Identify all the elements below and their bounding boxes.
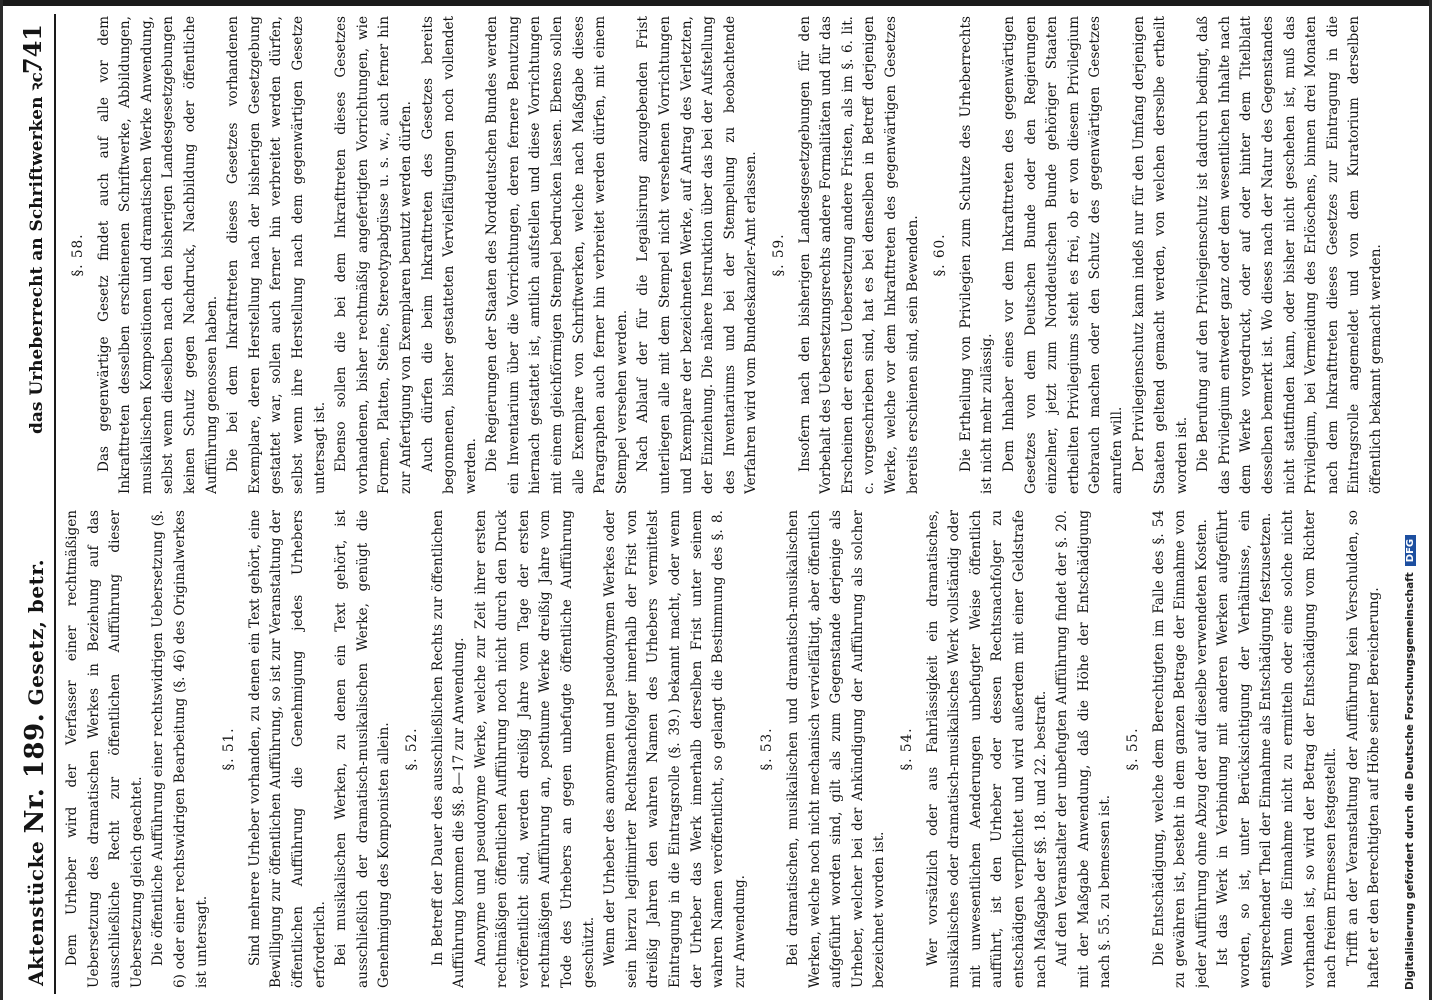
dfg-sidebar	[1404, 30, 1422, 990]
section-number: §. 60.	[932, 233, 949, 277]
paragraph: Das gegenwärtige Gesetz findet auch auf alle vor dem Inkrafttreten desselben erschienenen Schriftwerke, Abbildungen, musikalischen Kompositionen und dramatischen Werke Anwendung, selbst wenn dieselben nach den bisherigen Landesgesetzgebungen keinen Schutz gegen Nachdruck, Nachbildung oder öffentliche Aufführung genossen haben.	[95, 16, 220, 494]
dfg-logo: DFG	[1405, 535, 1416, 566]
paragraph: Die Berufung auf den Privilegienschutz ist dadurch bedingt, daß das Privilegium entweder ganz oder dem wesentlichen Inhalte nach dem Werke vorgedruckt, oder auf oder hinter dem Titelblatt desselben bemerkt ist. Wo dieses nach der Natur des Gegenstandes nicht stattfinden kann, oder bisher nicht geschehen ist, muß das Privilegium, bei Vermeidung des Erlöschens, binnen drei Monaten nach dem Inkrafttreten dieses Gesetzes zur Eintragung in die Eintragsrolle angemeldet und von dem Kuratorium derselben öffentlich bekannt gemacht werden.	[1195, 16, 1385, 494]
header-subject: Gesetz, betr.	[24, 558, 48, 713]
section-number: §. 51.	[221, 727, 238, 771]
scan-border-top	[0, 0, 1432, 6]
paragraph: In Betreff der Dauer des ausschließlichen Rechts zur öffentlichen Aufführung kommen die §§. 8—17 zur Anwendung.	[429, 510, 468, 988]
paragraph: Die Ertheilung von Privilegien zum Schutze des Urheberrechts ist nicht mehr zulässig.	[957, 16, 996, 494]
paragraph: Bei musikalischen Werken, zu denen ein Text gehört, ist ausschließlich der dramatisch-musikalischen Werke, genügt die Genehmigung des Komponisten allein.	[333, 510, 393, 988]
section-number: §. 54.	[898, 727, 915, 771]
paragraph: Der Privilegienschutz kann indeß nur für den Umfang derjenigen Staaten geltend gemacht werden, von welchen derselbe ertheilt worden ist.	[1130, 16, 1190, 494]
paragraph: Dem Inhaber eines vor dem Inkrafttreten des gegenwärtigen Gesetzes von dem Deutschen Bunde oder den Regierungen einzelner, jetzt zum Norddeutschen Bunde gehöriger Staaten ertheilten Privilegiums steht es frei, ob er von diesem Privilegium Gebrauch machen oder den Schutz des gegenwärtigen Gesetzes anrufen will.	[1000, 16, 1125, 494]
paragraph: Wenn die Einnahme nicht zu ermitteln oder eine solche nicht vorhanden ist, so wird der Betrag der Entschädigung vom Richter nach freiem Ermessen festgestellt.	[1280, 510, 1340, 988]
paragraph: Ebenso sollen die bei dem Inkrafttreten dieses Gesetzes vorhandenen, bisher rechtmäßig angefertigten Vorrichtungen, wie Formen, Platten, Steine, Stereotypabgüsse u. s. w., auch ferner hin zur Anfertigung von Exemplaren benutzt werden dürfen.	[333, 16, 414, 494]
paragraph: Die Regierungen der Staaten des Norddeutschen Bundes werden ein Inventarium über die Vorrichtungen, deren fernere Benutzung hiernach gestattet ist, amtlich aufstellen und diese Vorrichtungen mit einem gleichförmigen Stempel bedrucken lassen. Ebenso sollen alle Exemplare von Schriftwerken, welche nach Maßgabe dieses Paragraphen auch ferner hin verbreitet werden dürfen, mit einem Stempel versehen werden.	[484, 16, 630, 494]
paragraph: Bei dramatischen, musikalischen und dramatisch-musikalischen Werken, welche noch nicht mechanisch vervielfältigt, aber öffentlich aufgeführt worden sind, gilt als zum Gegenstande derjenige als Urheber, welcher bei der Ankündigung der Aufführung als solcher bezeichnet worden ist.	[785, 510, 888, 988]
page-header	[14, 14, 56, 994]
section-number: §. 52.	[403, 727, 420, 771]
page-number: 741	[18, 24, 47, 75]
rotated-document-page	[14, 14, 1398, 994]
paragraph: Insofern nach den bisherigen Landesgesetzgebungen für den Vorbehalt des Uebersetzungsrechts andere Formalitäten und für das Erscheinen der ersten Uebersetzung andere Fristen, als im §. 6. lit. c. vorgeschrieben sind, hat es bei denselben in Betreff derjenigen Werke, welche vor dem Inkrafttreten des gegenwärtigen Gesetzes bereits erschienen sind, sein Bewenden.	[796, 16, 921, 494]
paragraph: Die öffentliche Aufführung einer rechtswidrigen Uebersetzung (§. 6) oder einer rechtswidrigen Bearbeitung (§. 46) des Originalwerkes ist untersagt.	[150, 510, 210, 988]
header-number: Nr. 189.	[20, 712, 50, 834]
paragraph: Trifft an der Veranstaltung der Aufführung kein Verschulden, so haftet er den Berechtigten auf Höhe seiner Bereicherung.	[1344, 510, 1383, 988]
paragraph: Nach Ablauf der für die Legalisirung anzugebenden Frist unterliegen alle mit dem Stempel nicht versehenen Vorrichtungen und Exemplare der bezeichneten Werke, auf Antrag des Verletzten, der Einziehung. Die nähere Instruktion über das bei der Aufstellung des Inventariums und bei der Stempelung zu beobachtende Verfahren wird vom Bundeskanzler-Amt erlassen.	[635, 16, 760, 494]
paragraph: Sind mehrere Urheber vorhanden, zu denen ein Text gehört, eine Bewilligung zur öffentlichen Aufführung, so ist zur Veranstaltung der öffentlichen Aufführung die Genehmigung jedes Urhebers erforderlich.	[246, 510, 328, 988]
paragraph: Ist das Werk in Verbindung mit anderen Werken aufgeführt worden, so ist, unter Berücksichtigung der Verhältnisse, ein entsprechender Theil der Einnahme als Entschädigung festzusetzen.	[1215, 510, 1275, 988]
header-title: das Urheberrecht an Schriftwerken ꝛc.	[27, 66, 47, 434]
paragraph: Anonyme und pseudonyme Werke, welche zur Zeit ihrer ersten rechtmäßigen öffentlichen Aufführung noch nicht durch den Druck veröffentlicht sind, werden dreißig Jahre vom Tage der ersten rechtmäßigen Aufführung an, posthume Werke dreißig Jahre vom Tode des Urhebers an gegen unbefugte öffentliche Aufführung geschützt.	[472, 510, 597, 988]
right-column	[62, 16, 1392, 494]
header-document-reference	[20, 559, 50, 986]
paragraph: Auch dürfen die beim Inkrafttreten des Gesetzes bereits begonnenen, bisher gestatteten Vervielfältigungen noch vollendet werden.	[419, 16, 479, 494]
left-column	[62, 510, 1392, 988]
text-columns	[62, 14, 1392, 994]
section-number: §. 59.	[771, 233, 787, 277]
section-number: §. 58.	[70, 233, 86, 277]
scan-border-left	[0, 0, 3, 1000]
paragraph: Die Entschädigung, welche dem Berechtigten im Falle des §. 54 zu gewähren ist, besteht in dem ganzen Betrage der Einnahme von jeder Aufführung ohne Abzug der auf dieselbe verwendeten Kosten.	[1150, 510, 1210, 988]
paragraph: Die bei dem Inkrafttreten dieses Gesetzes vorhandenen Exemplare, deren Herstellung nach der bisherigen Gesetzgebung gestattet war, sollen auch ferner hin verbreitet werden dürfen, selbst wenn ihre Herstellung nach dem gegenwärtigen Gesetze untersagt ist.	[225, 16, 328, 494]
paragraph: Auf den Veranstalter der unbefugten Aufführung findet der §. 20. mit der Maßgabe Anwendung, daß die Höhe der Entschädigung nach §. 55. zu bemessen ist.	[1054, 510, 1114, 988]
paragraph: Wer vorsätzlich oder aus Fahrlässigkeit ein dramatisches, musikalisches oder dramatisch-musikalisches Werk vollständig oder mit unwesentlichen Aenderungen unbefugter Weise öffentlich aufführt, ist den Urheber oder dessen Rechtsnachfolger zu entschädigen verpflichtet und wird außerdem mit einer Geldstrafe nach Maßgabe der §§. 18. und 22. bestraft.	[924, 510, 1049, 988]
header-prefix: Aktenstücke	[24, 833, 48, 986]
paragraph: Wenn der Urheber des anonymen und pseudonymen Werkes oder sein hierzu legitimirter Rechtsnachfolger innerhalb der Frist von dreißig Jahren den wahren Namen des Urhebers vermittelst Eintragung in die Eintragsrolle (§. 39.) bekannt macht, oder wenn der Urheber das Werk innerhalb derselben Frist unter seinem wahren Namen veröffentlicht, so gelangt die Bestimmung des §. 8. zur Anwendung.	[602, 510, 748, 988]
dfg-credit-text: Digitalisierung gefördert durch die Deutsche Forschungsgemeinschaft	[1404, 572, 1416, 990]
paragraph: Dem Urheber wird der Verfasser einer rechtmäßigen Uebersetzung des dramatischen Werkes in Beziehung auf das ausschließliche Recht zur öffentlichen Aufführung dieser Uebersetzung gleich geachtet.	[64, 510, 145, 988]
section-number: §. 53.	[759, 727, 776, 771]
section-number: §. 55.	[1124, 727, 1141, 771]
